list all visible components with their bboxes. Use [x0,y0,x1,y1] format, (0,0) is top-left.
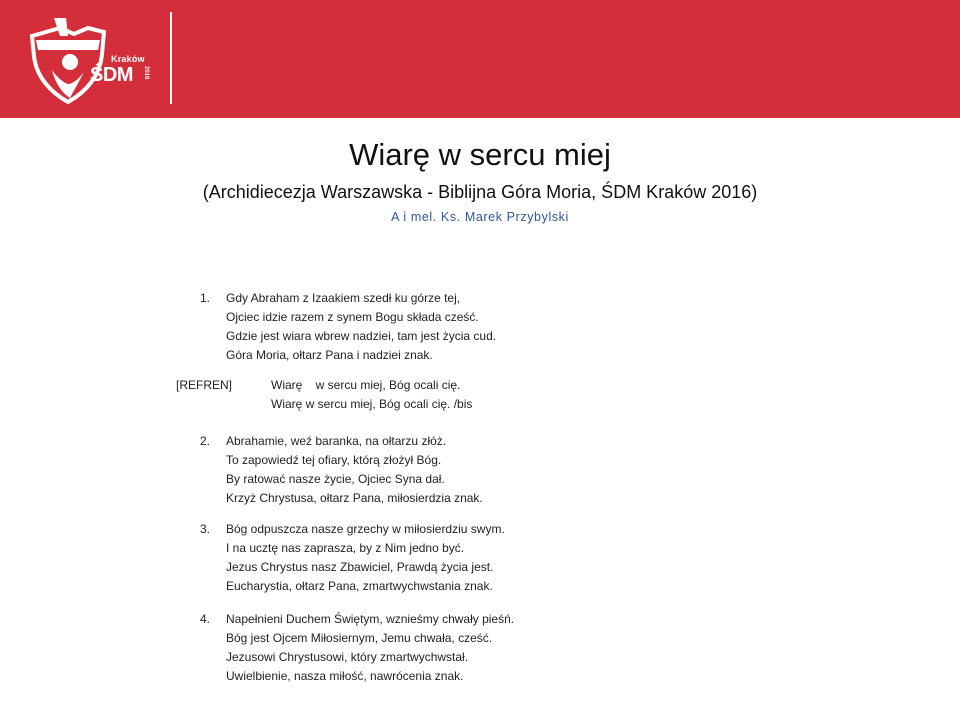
refrain-line: Wiarę w sercu miej, Bóg ocali cię. [271,378,461,392]
logo-name: ŚDM [90,64,133,86]
logo-divider [170,12,172,104]
song-author: A i mel. Ks. Marek Przybylski [391,210,569,224]
verse-line: To zapowiedź tej ofiary, którą złożył Bóg. [226,453,442,467]
verse-line: Góra Moria, ołtarz Pana i nadziei znak. [226,348,433,362]
verse-line: Uwielbienie, nasza miłość, nawrócenia znak. [226,669,464,683]
verse-line: Jezusowi Chrystusowi, który zmartwychwstał. [226,650,469,664]
verse-number: 2. [200,434,211,448]
verse-line: Krzyż Chrystusa, ołtarz Pana, miłosierdzia znak. [226,491,483,505]
verse-line: Napełnieni Duchem Świętym, wznieśmy chwały pieśń. [226,612,515,626]
verse-line: Bóg odpuszcza nasze grzechy w miłosierdziu swym. [226,522,505,536]
verse-line: Gdy Abraham z Izaakiem szedł ku górze tej, [226,291,461,305]
verse-line: Abrahamie, weź baranka, na ołtarzu złóż. [226,434,447,448]
logo-year: 2016 [143,66,149,80]
refrain-label: [REFREN] [176,378,233,392]
verse-number: 4. [200,612,211,626]
verse-line: By ratować nasze życie, Ojciec Syna dał. [226,472,445,486]
verse-line: Jezus Chrystus nasz Zbawiciel, Prawdą życia jest. [226,560,494,574]
logo-city: Kraków [111,54,145,64]
verse-line: I na ucztę nas zaprasza, by z Nim jedno być. [226,541,465,555]
verse-line: Ojciec idzie razem z synem Bogu składa cześć. [226,310,479,324]
song-subtitle: (Archidiecezja Warszawska - Biblijna Góra Moria, ŚDM Kraków 2016) [202,182,758,202]
song-title: Wiarę w sercu miej [349,137,611,172]
wyd-cross-logo-icon [22,14,170,106]
verse-number: 3. [200,522,211,536]
verse-line: Bóg jest Ojcem Miłosiernym, Jemu chwała, cześć. [226,631,493,645]
verse-number: 1. [200,291,211,305]
verse-line: Eucharystia, ołtarz Pana, zmartwychwstania znak. [226,579,493,593]
verse-line: Gdzie jest wiara wbrew nadziei, tam jest życia cud. [226,329,497,343]
header-bar [0,0,960,118]
refrain-line: Wiarę w sercu miej, Bóg ocali cię. /bis [271,397,473,411]
